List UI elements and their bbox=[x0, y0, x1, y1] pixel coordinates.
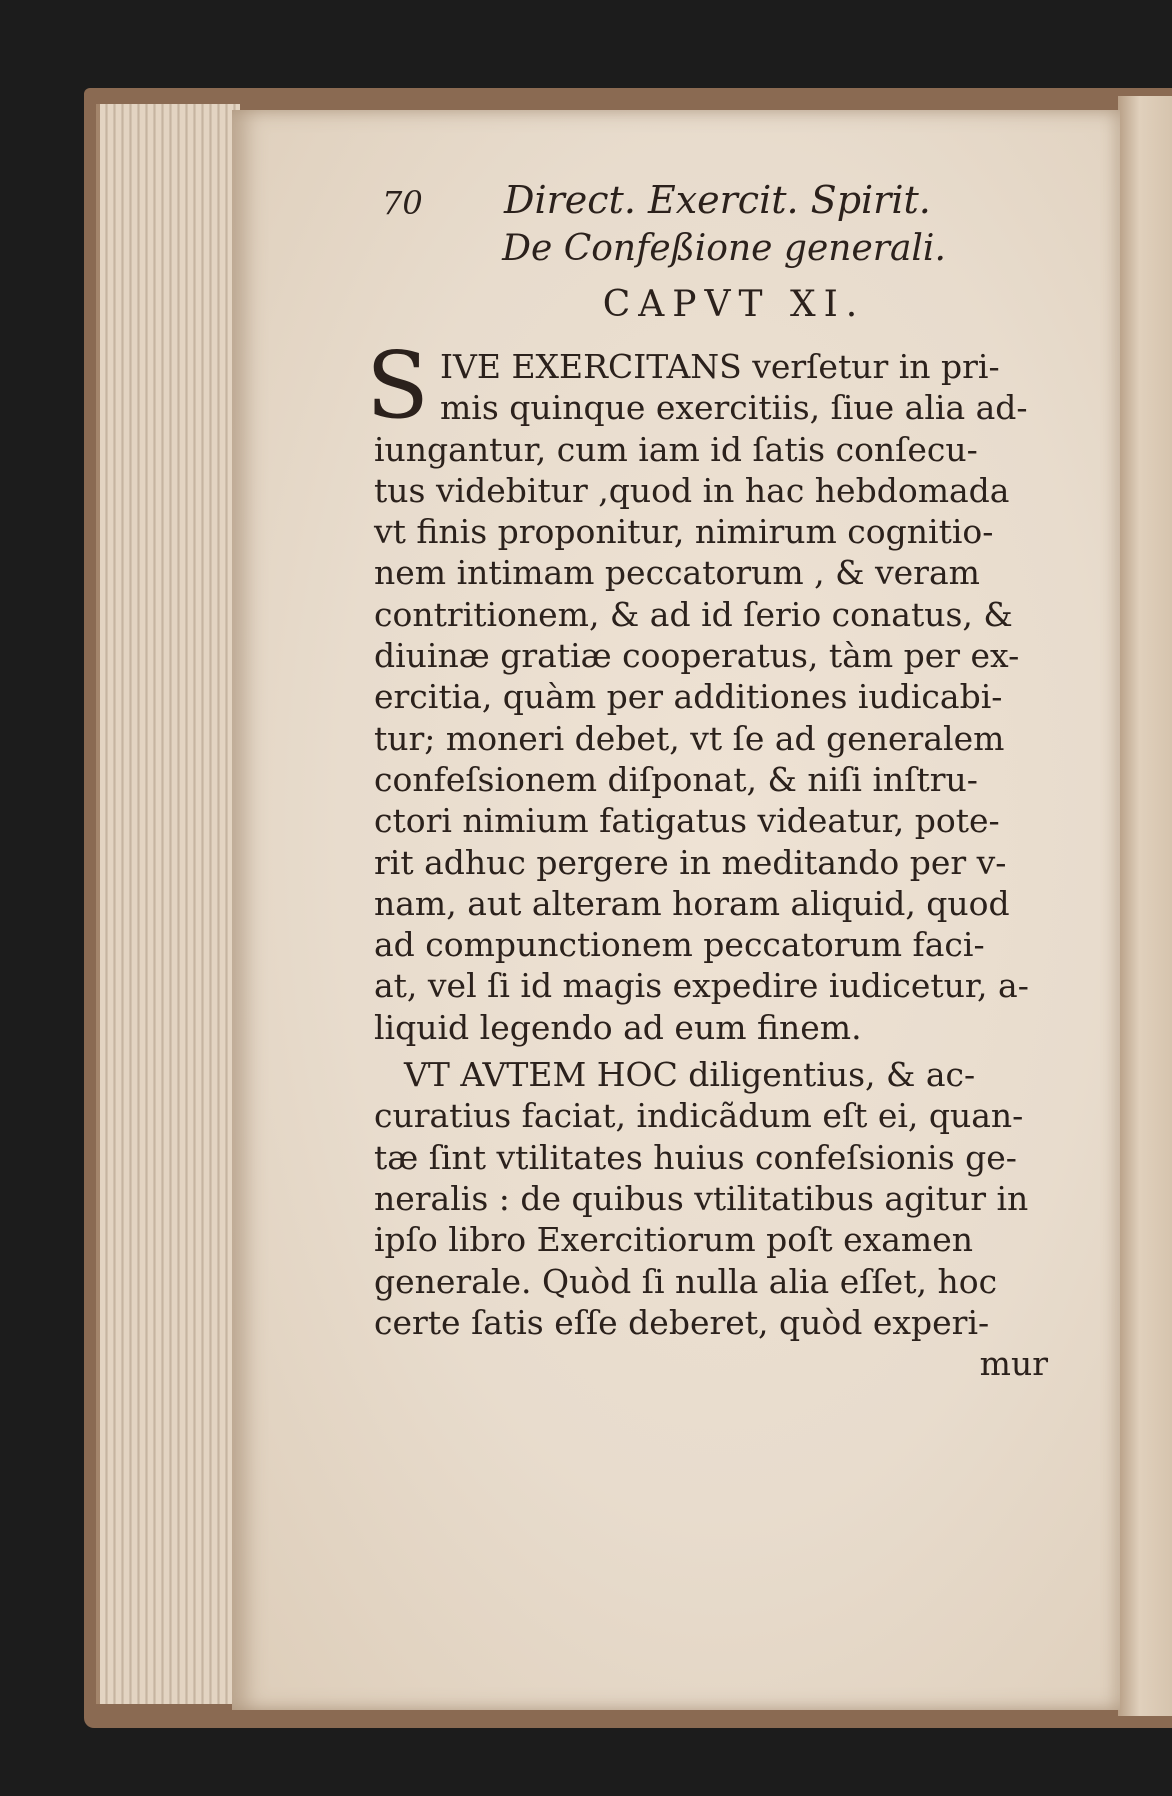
page-text bbox=[366, 178, 1054, 1384]
section-subtitle: De Confeßione generali. bbox=[502, 228, 946, 269]
text-line: diuinæ gratiæ cooperatus, tàm per ex- bbox=[374, 636, 1020, 676]
text-line: contritionem, & ad id ſerio conatus, & bbox=[374, 594, 1013, 634]
paragraph-1 bbox=[366, 332, 1054, 1048]
text-line: ercitia, quàm per additiones iudicabi- bbox=[374, 677, 1003, 717]
text-line: generale. Quòd ſi nulla alia eſſet, hoc bbox=[374, 1261, 998, 1301]
text-line: certe ſatis eſſe deberet, quòd experi- bbox=[374, 1302, 990, 1342]
text-line: neralis : de quibus vtilitatibus agitur in bbox=[374, 1178, 1029, 1218]
running-title: Direct. Exercit. Spirit. bbox=[504, 178, 931, 222]
drop-cap: S bbox=[366, 332, 430, 439]
page-header bbox=[374, 178, 1054, 228]
text-line: confeſsionem diſponat, & niſi inſtru- bbox=[374, 759, 978, 799]
text-line: tus videbitur ,quod in hac hebdomada bbox=[374, 470, 1010, 510]
chapter-heading: CAPVT XI. bbox=[602, 284, 866, 325]
text-line: ad compunctionem peccatorum faci- bbox=[374, 925, 985, 965]
text-line: nem intimam peccatorum , & veram bbox=[374, 553, 980, 593]
text-line: ipſo libro Exercitiorum poſt examen bbox=[374, 1220, 973, 1260]
text-line: VT AVTEM HOC diligentius, & ac- bbox=[404, 1055, 976, 1095]
facing-page-edge bbox=[1118, 96, 1172, 1716]
page-stack-edge bbox=[96, 104, 240, 1704]
paragraph-2 bbox=[374, 1054, 1054, 1384]
text-line: liquid legendo ad eum finem. bbox=[374, 1007, 862, 1047]
text-line: iungantur, cum iam id ſatis conſecu- bbox=[374, 429, 978, 469]
text-line: tur; moneri debet, vt ſe ad generalem bbox=[374, 718, 1005, 758]
text-line: ctori nimium fatigatus videatur, pote- bbox=[374, 801, 1000, 841]
text-line: tæ ſint vtilitates huius confeſsionis ge- bbox=[374, 1137, 1017, 1177]
text-line: vt finis proponitur, nimirum cognitio- bbox=[374, 512, 994, 552]
text-line: at, vel ſi id magis expedire iudicetur, a- bbox=[374, 966, 1029, 1006]
text-line: rit adhuc pergere in meditando per v- bbox=[374, 842, 1007, 882]
text-line: IVE EXERCITANS verſetur in pri- bbox=[440, 347, 1000, 386]
text-line: mis quinque exercitiis, ſiue alia ad- bbox=[440, 388, 1028, 428]
text-line: nam, aut alteram horam aliquid, quod bbox=[374, 883, 1010, 923]
text-line: curatius faciat, indicãdum eſt ei, quan- bbox=[374, 1096, 1024, 1136]
page-number: 70 bbox=[382, 184, 423, 222]
catchword: mur bbox=[979, 1344, 1048, 1384]
